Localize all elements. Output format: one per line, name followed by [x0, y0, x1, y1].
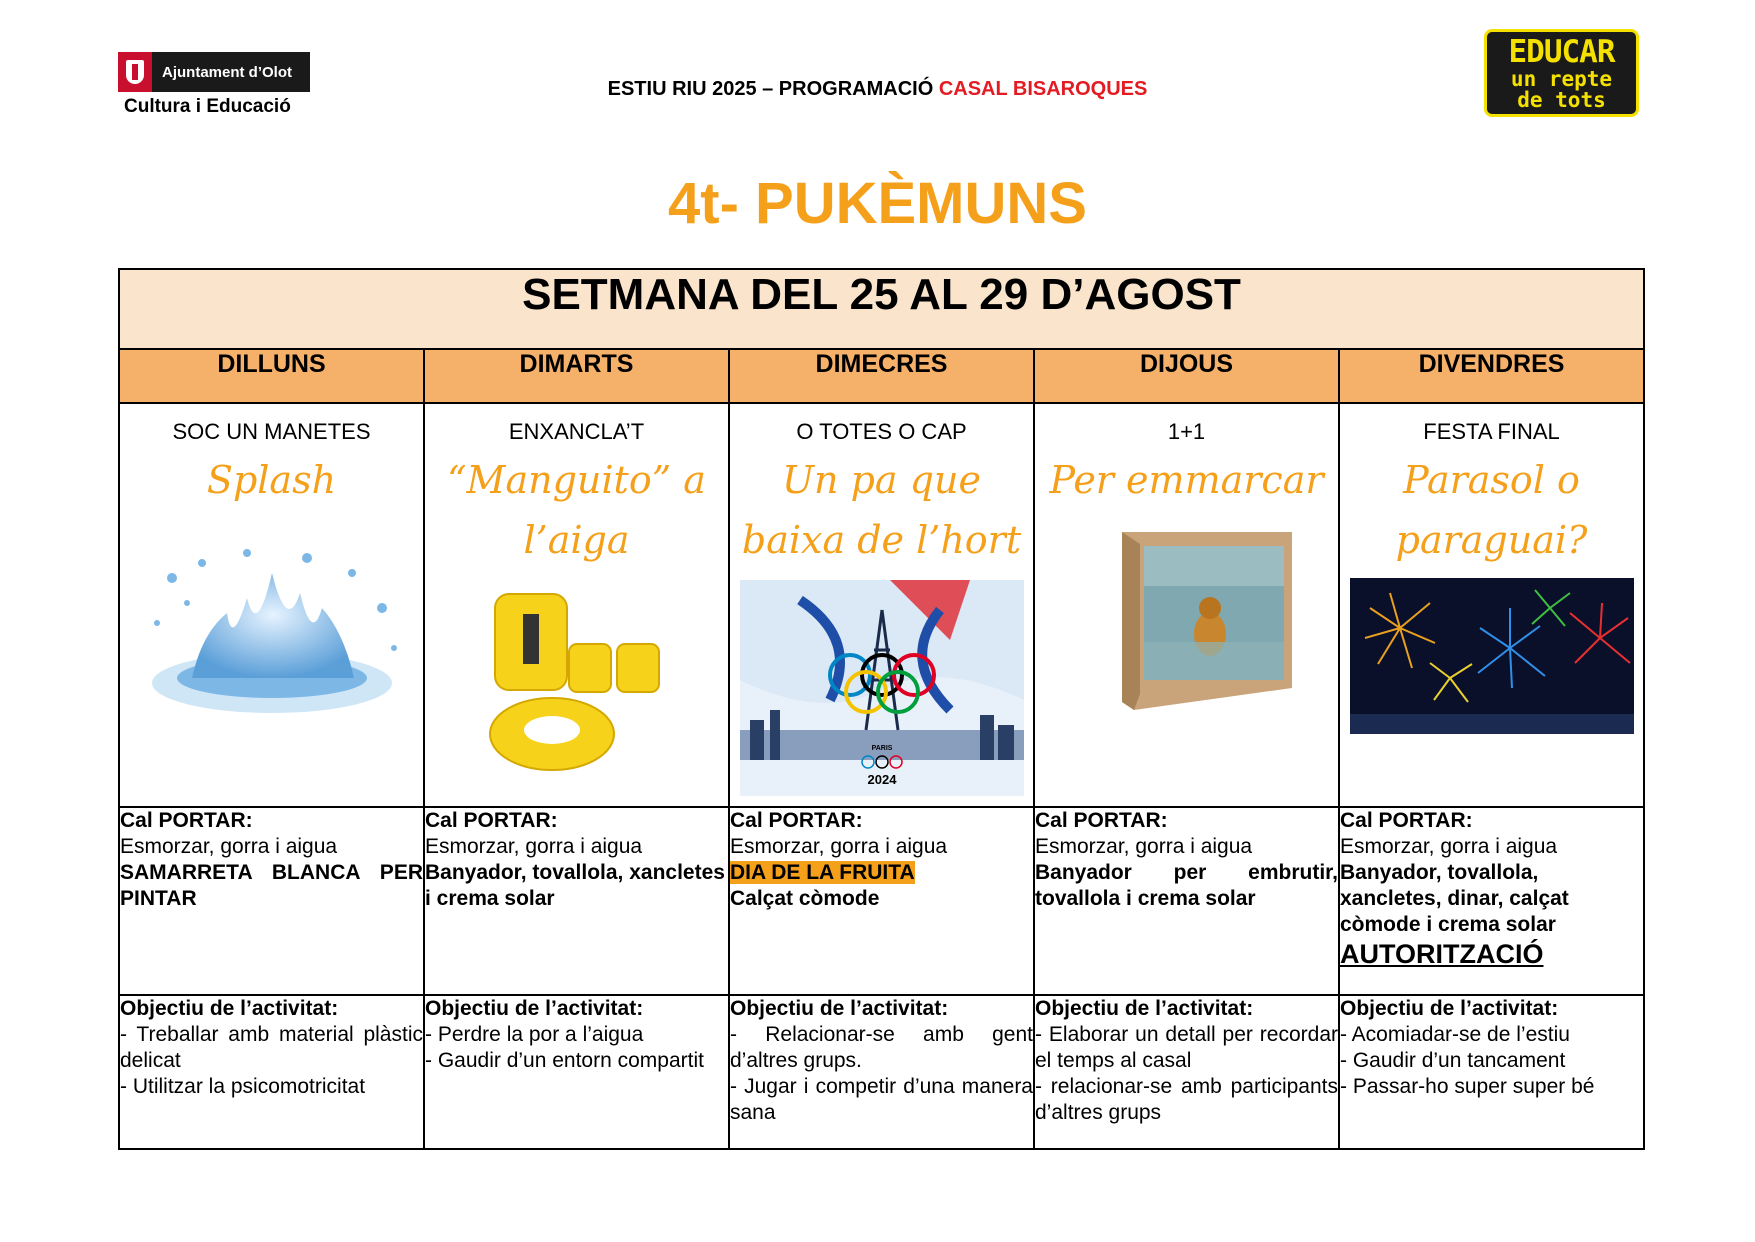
bring-label: Cal PORTAR:: [1035, 809, 1168, 832]
objective-cell-dimecres: [729, 995, 1034, 1149]
fruit-day-highlight: DIA DE LA FRUITA: [730, 861, 915, 884]
activity-theme: FESTA FINAL: [1423, 419, 1560, 444]
objective-label: Objectiu de l’activitat:: [1340, 997, 1559, 1020]
objective-label: Objectiu de l’activitat:: [425, 997, 644, 1020]
activity-title: Parasol o paraguai?: [1395, 458, 1588, 562]
objective-item: - Elaborar un detall per recordar el temps al casal: [1035, 1023, 1338, 1072]
water-splash-icon: [132, 538, 412, 738]
paris-olympics-icon: [740, 580, 1024, 796]
week-title: SETMANA DEL 25 AL 29 D’AGOST: [119, 269, 1644, 349]
bring-label: Cal PORTAR:: [730, 809, 863, 832]
program-prefix: ESTIU RIU 2025 – PROGRAMACIÓ: [607, 78, 939, 100]
objective-item: - Gaudir d’un tancament: [1340, 1049, 1566, 1072]
bring-cell-dimarts: [424, 807, 729, 995]
activity-theme: O TOTES O CAP: [796, 419, 967, 444]
objective-item: - Acomiadar-se de l’estiu: [1340, 1023, 1570, 1046]
group-title: 4t- PUKÈMUNS: [668, 171, 1087, 236]
objective-label: Objectiu de l’activitat:: [730, 997, 949, 1020]
bring-base: Esmorzar, gorra i aigua: [1340, 835, 1558, 858]
bring-extra: SAMARRETA BLANCA PER PINTAR: [120, 861, 423, 910]
objective-item: - relacionar-se amb participants d’altres grups: [1035, 1075, 1338, 1124]
educar-logo: [1484, 29, 1639, 117]
activity-theme: SOC UN MANETES: [172, 419, 371, 444]
day-header-dimecres: DIMECRES: [729, 349, 1034, 403]
objective-item: - Utilitzar la psicomotricitat: [120, 1075, 366, 1098]
bring-cell-dilluns: [119, 807, 424, 995]
educar-logo-line2: un repte: [1510, 67, 1613, 91]
authorization-label: AUTORITZACIÓ: [1340, 939, 1544, 969]
objective-cell-dimarts: [424, 995, 729, 1149]
day-header-dimarts: DIMARTS: [424, 349, 729, 403]
fireworks-icon: [1350, 578, 1634, 734]
bring-label: Cal PORTAR:: [1340, 809, 1473, 832]
objective-cell-dilluns: [119, 995, 424, 1149]
day-header-dijous: DIJOUS: [1034, 349, 1339, 403]
objective-cell-dijous: [1034, 995, 1339, 1149]
framed-dog-photo-icon: [1082, 524, 1292, 710]
bring-cell-dimecres: [729, 807, 1034, 995]
bring-extra: Banyador, tovallola, xancletes i crema solar: [425, 861, 725, 910]
objective-item: - Passar-ho super super bé: [1340, 1075, 1595, 1098]
objective-item: - Perdre la por a l’aigua: [425, 1023, 644, 1046]
objective-item: - Treballar amb material plàstic delicat: [120, 1023, 423, 1072]
bring-extra: Banyador, tovallola, xancletes, dinar, calçat còmode i crema solar: [1340, 861, 1569, 936]
activity-cell-dijous: [1034, 403, 1339, 807]
bring-cell-dijous: [1034, 807, 1339, 995]
bring-extra: Calçat còmode: [730, 887, 880, 910]
org-dept: Cultura i Educació: [124, 96, 291, 117]
weekly-schedule-table: [118, 268, 1645, 1150]
activity-cell-dimarts: [424, 403, 729, 807]
activity-title: “Manguito” a l’aiga: [447, 458, 706, 562]
day-header-divendres: DIVENDRES: [1339, 349, 1644, 403]
bring-base: Esmorzar, gorra i aigua: [730, 835, 948, 858]
objective-item: - Relacionar-se amb gent d’altres grups.: [730, 1023, 1033, 1072]
bring-label: Cal PORTAR:: [425, 809, 558, 832]
educar-logo-line1: EDUCAR: [1508, 34, 1615, 70]
activity-theme: 1+1: [1167, 419, 1206, 444]
bring-cell-divendres: [1339, 807, 1644, 995]
olympics-paris-label: PARIS: [871, 745, 892, 752]
bring-extra: Banyador per embrutir, tovallola i crema solar: [1035, 861, 1338, 910]
bring-base: Esmorzar, gorra i aigua: [1035, 835, 1253, 858]
educar-logo-line3: de tots: [1517, 88, 1606, 112]
activity-theme: ENXANCLA’T: [508, 419, 645, 444]
objective-label: Objectiu de l’activitat:: [120, 997, 339, 1020]
objective-item: - Jugar i competir d’una manera sana: [730, 1075, 1033, 1124]
program-highlight: CASAL BISAROQUES: [938, 78, 1148, 100]
objective-label: Objectiu de l’activitat:: [1035, 997, 1254, 1020]
bring-base: Esmorzar, gorra i aigua: [425, 835, 643, 858]
bring-base: Esmorzar, gorra i aigua: [120, 835, 338, 858]
org-name: Ajuntament d’Olot: [162, 63, 292, 81]
objective-cell-divendres: [1339, 995, 1644, 1149]
swim-floats-icon: [477, 584, 677, 780]
activity-title: Per emmarcar: [1049, 458, 1324, 502]
activity-cell-divendres: [1339, 403, 1644, 807]
bring-label: Cal PORTAR:: [120, 809, 253, 832]
activity-cell-dimecres: [729, 403, 1034, 807]
objective-item: - Gaudir d’un entorn compartit: [425, 1049, 704, 1072]
olympics-year-label: 2024: [867, 772, 896, 787]
activity-title: Splash: [206, 458, 337, 502]
activity-cell-dilluns: [119, 403, 424, 807]
day-header-dilluns: DILLUNS: [119, 349, 424, 403]
activity-title: Un pa que baixa de l’hort: [741, 458, 1022, 562]
